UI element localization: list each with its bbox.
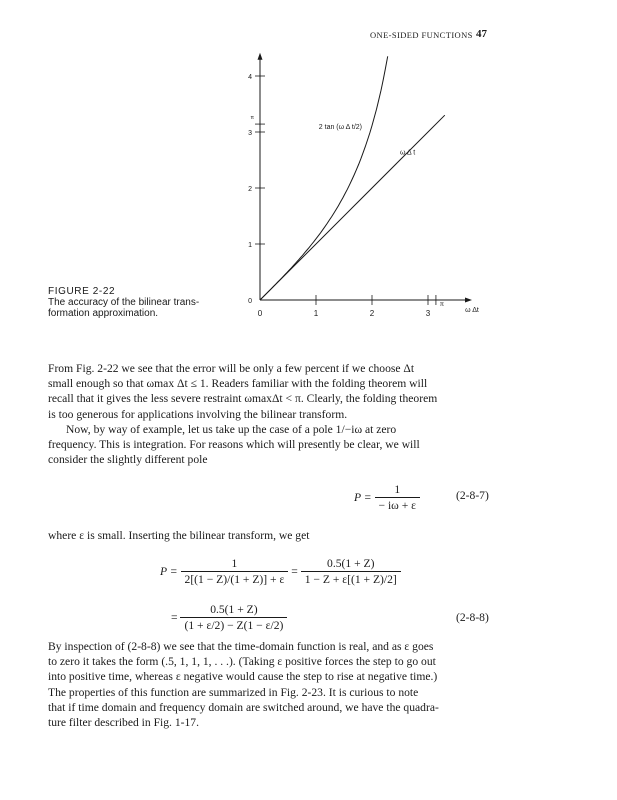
x-tick-pi-label: π <box>439 302 444 308</box>
curve-label-linear: ω Δ t <box>400 149 416 157</box>
para2-line: Now, by way of example, let us take up the case of a pole 1/−iω at zero <box>66 423 397 436</box>
curve-label-tan: 2 tan (ω Δ t/2) <box>318 124 363 132</box>
eq288-f3-denominator: (1 + ε/2) − Z(1 − ε/2) <box>184 619 284 632</box>
caption-line: The accuracy of the bilinear trans- <box>48 297 200 308</box>
y-tick-label: 1 <box>248 242 252 249</box>
para4-line: to zero it takes the form (.5, 1, 1, 1, . . .). (Taking ε positive forces the step to go out <box>48 655 436 669</box>
eq288-f1-numerator: 1 <box>181 556 289 572</box>
paragraph-4 <box>48 639 488 730</box>
y-axis-arrow <box>258 53 263 60</box>
x-tick-label: 1 <box>313 309 319 318</box>
paragraph-1 <box>48 361 488 422</box>
eq288-lhs: P = <box>160 565 178 578</box>
series-line-linear <box>260 115 445 300</box>
paragraph-3: where ε is small. Inserting the bilinear transform, we get <box>48 529 310 542</box>
eq288-equals: = <box>291 565 298 578</box>
para1-line: is too generous for applications involving the bilinear transform. <box>48 407 348 421</box>
equation-2-8-8-line-2 <box>171 602 287 633</box>
para2-line: consider the slightly different pole <box>48 453 208 467</box>
eq288-fraction-3 <box>180 602 287 633</box>
para2-line: frequency. This is integration. For reasons which will presently be clear, we will <box>48 438 420 452</box>
eq288-tag: (2-8-8) <box>456 611 489 624</box>
eq288-f3-numerator: 0.5(1 + Z) <box>180 602 287 618</box>
y-tick-label: 2 <box>248 186 252 193</box>
equation-2-8-8-line-1 <box>160 556 401 587</box>
para4-line: The properties of this function are summarized in Fig. 2-23. It is curious to note <box>48 685 419 699</box>
page-number: 47 <box>476 28 487 40</box>
eq287-lhs: P = <box>354 491 372 504</box>
para4-line: into positive time, whereas ε negative would cause the step to rise at negative time.) <box>48 670 438 684</box>
para1-line: From Fig. 2-22 we see that the error will be only a few percent if we choose Δt <box>48 362 415 375</box>
eq288-fraction-2 <box>301 556 401 587</box>
running-head: ONE-SIDED FUNCTIONS <box>370 30 473 40</box>
x-axis-arrow <box>465 298 472 303</box>
y-tick-pi-label: π <box>250 115 254 122</box>
eq288-f2-denominator: 1 − Z + ε[(1 + Z)/2] <box>304 573 397 586</box>
eq287-fraction <box>375 482 421 513</box>
figure-2-22-chart <box>230 50 510 330</box>
eq287-denominator: − iω + ε <box>378 499 417 512</box>
para1-line: small enough so that ωmax Δt ≤ 1. Readers familiar with the folding theorem will <box>48 377 428 391</box>
caption-line: formation approximation. <box>48 308 159 319</box>
x-axis-label: ω Δt <box>465 307 479 314</box>
eq288-equals-2: = <box>171 611 178 624</box>
equation-2-8-7 <box>354 482 420 513</box>
y-tick-label: 3 <box>248 130 252 137</box>
figure-caption <box>48 286 248 319</box>
x-tick-label: 2 <box>369 309 375 318</box>
eq288-f2-numerator: 0.5(1 + Z) <box>301 556 401 572</box>
para1-line: recall that it gives the less severe restraint ωmaxΔt < π. Clearly, the folding theorem <box>48 392 438 406</box>
y-tick-label: 0 <box>248 298 252 305</box>
x-tick-label: 3 <box>425 309 431 318</box>
eq287-numerator: 1 <box>375 482 421 498</box>
eq288-f1-denominator: 2[(1 − Z)/(1 + Z)] + ε <box>184 573 285 586</box>
para4-line: ture filter described in Fig. 1-17. <box>48 716 200 730</box>
eq288-fraction-1 <box>181 556 289 587</box>
eq287-tag: (2-8-7) <box>456 489 489 502</box>
page-header <box>0 30 617 46</box>
series-line-tan <box>260 56 388 300</box>
paragraph-2 <box>48 422 488 468</box>
y-tick-label: 4 <box>248 74 252 81</box>
x-tick-label: 0 <box>257 309 263 318</box>
para4-line: that if time domain and frequency domain are switched around, we have the quadra- <box>48 700 439 714</box>
caption-label: FIGURE 2-22 <box>48 286 116 297</box>
para4-line: By inspection of (2-8-8) we see that the time-domain function is real, and as ε goes <box>48 640 434 653</box>
